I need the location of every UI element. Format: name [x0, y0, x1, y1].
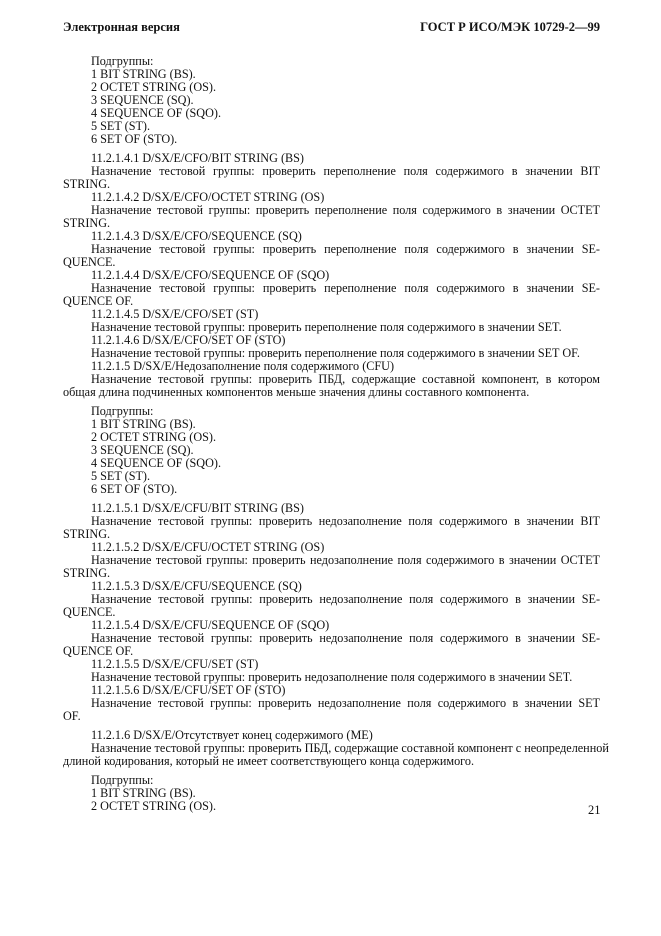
- text-line: OF.: [63, 709, 81, 723]
- text-line: Назначение тестовой группы: проверить недозаполнение поля содержимого в значении SET.: [91, 670, 573, 684]
- text-line: Назначение тестовой группы: проверить переполнение поля содержимого в значении SET.: [91, 320, 562, 334]
- text-line: 1 BIT STRING (BS).: [91, 417, 196, 431]
- text-line: Назначение тестовой группы: проверить переполнение поля содержимого в значении BIT: [91, 164, 600, 178]
- text-line: Назначение тестовой группы: проверить ПБД, содержащие составной компонент, в котором: [91, 372, 600, 386]
- text-line: Назначение тестовой группы: проверить переполнение поля содержимого в значении SE-: [91, 281, 600, 295]
- text-line: 5 SET (ST).: [91, 119, 151, 133]
- text-line: 4 SEQUENCE OF (SQO).: [91, 106, 222, 120]
- text-line: 11.2.1.4.6 D/SX/E/CFO/SET OF (STO): [91, 333, 286, 347]
- text-line: Назначение тестовой группы: проверить переполнение поля содержимого в значении SET OF.: [91, 346, 580, 360]
- text-line: 1 BIT STRING (BS).: [91, 67, 196, 81]
- header-standard-number: ГОСТ Р ИСО/МЭК 10729-2—99: [420, 20, 600, 34]
- text-line: длиной кодирования, который не имеет соответствующего конца содержимого.: [63, 754, 475, 768]
- document-body: [63, 54, 609, 813]
- text-line: 3 SEQUENCE (SQ).: [91, 443, 194, 457]
- text-line: Назначение тестовой группы: проверить недозаполнение поля содержимого в значении BIT: [91, 514, 600, 528]
- text-line: Назначение тестовой группы: проверить переполнение поля содержимого в значении OCTET: [91, 203, 600, 217]
- text-line: Назначение тестовой группы: проверить переполнение поля содержимого в значении SE-: [91, 242, 600, 256]
- text-line: QUENCE OF.: [63, 294, 134, 308]
- text-line: 11.2.1.5.3 D/SX/E/CFU/SEQUENCE (SQ): [91, 579, 302, 593]
- text-line: Назначение тестовой группы: проверить недозаполнение поля содержимого в значении SE-: [91, 631, 600, 645]
- text-line: 11.2.1.4.4 D/SX/E/CFO/SEQUENCE OF (SQO): [91, 268, 330, 282]
- text-line: 6 SET OF (STO).: [91, 132, 178, 146]
- text-line: Подгруппы:: [91, 773, 154, 787]
- header-edition-label: Электронная версия: [63, 20, 180, 34]
- text-line: 5 SET (ST).: [91, 469, 151, 483]
- text-line: 11.2.1.4.5 D/SX/E/CFO/SET (ST): [91, 307, 259, 321]
- text-line: 11.2.1.4.2 D/SX/E/CFO/OCTET STRING (OS): [91, 190, 325, 204]
- text-line: 2 OCTET STRING (OS).: [91, 799, 217, 813]
- text-line: QUENCE.: [63, 605, 116, 619]
- text-line: 11.2.1.4.3 D/SX/E/CFO/SEQUENCE (SQ): [91, 229, 302, 243]
- text-line: STRING.: [63, 216, 111, 230]
- text-line: 1 BIT STRING (BS).: [91, 786, 196, 800]
- text-line: Назначение тестовой группы: проверить ПБД, содержащие составной компонент с неопределенной: [91, 741, 609, 755]
- text-line: 11.2.1.6 D/SX/E/Отсутствует конец содержимого (ME): [91, 728, 373, 742]
- text-line: Подгруппы:: [91, 404, 154, 418]
- text-line: 11.2.1.5.2 D/SX/E/CFU/OCTET STRING (OS): [91, 540, 325, 554]
- text-line: 2 OCTET STRING (OS).: [91, 430, 217, 444]
- text-line: Назначение тестовой группы: проверить недозаполнение поля содержимого в значении SE-: [91, 592, 600, 606]
- text-line: общая длина подчиненных компонентов меньше значения длины составного компонента.: [63, 385, 530, 399]
- text-line: STRING.: [63, 177, 111, 191]
- page-number: 21: [588, 803, 601, 817]
- text-line: STRING.: [63, 527, 111, 541]
- text-line: 11.2.1.5.6 D/SX/E/CFU/SET OF (STO): [91, 683, 286, 697]
- text-line: 3 SEQUENCE (SQ).: [91, 93, 194, 107]
- text-line: 11.2.1.5.5 D/SX/E/CFU/SET (ST): [91, 657, 259, 671]
- text-line: 11.2.1.4.1 D/SX/E/CFO/BIT STRING (BS): [91, 151, 304, 165]
- text-line: STRING.: [63, 566, 111, 580]
- text-line: 4 SEQUENCE OF (SQO).: [91, 456, 222, 470]
- text-line: Назначение тестовой группы: проверить недозаполнение поля содержимого в значении SET: [91, 696, 600, 710]
- text-line: Подгруппы:: [91, 54, 154, 68]
- text-line: 11.2.1.5.4 D/SX/E/CFU/SEQUENCE OF (SQO): [91, 618, 330, 632]
- text-line: QUENCE OF.: [63, 644, 134, 658]
- text-line: 11.2.1.5.1 D/SX/E/CFU/BIT STRING (BS): [91, 501, 304, 515]
- text-line: 11.2.1.5 D/SX/E/Недозаполнение поля содержимого (CFU): [91, 359, 395, 373]
- text-line: 6 SET OF (STO).: [91, 482, 178, 496]
- text-line: Назначение тестовой группы: проверить недозаполнение поля содержимого в значении OCTET: [91, 553, 600, 567]
- text-line: QUENCE.: [63, 255, 116, 269]
- text-line: 2 OCTET STRING (OS).: [91, 80, 217, 94]
